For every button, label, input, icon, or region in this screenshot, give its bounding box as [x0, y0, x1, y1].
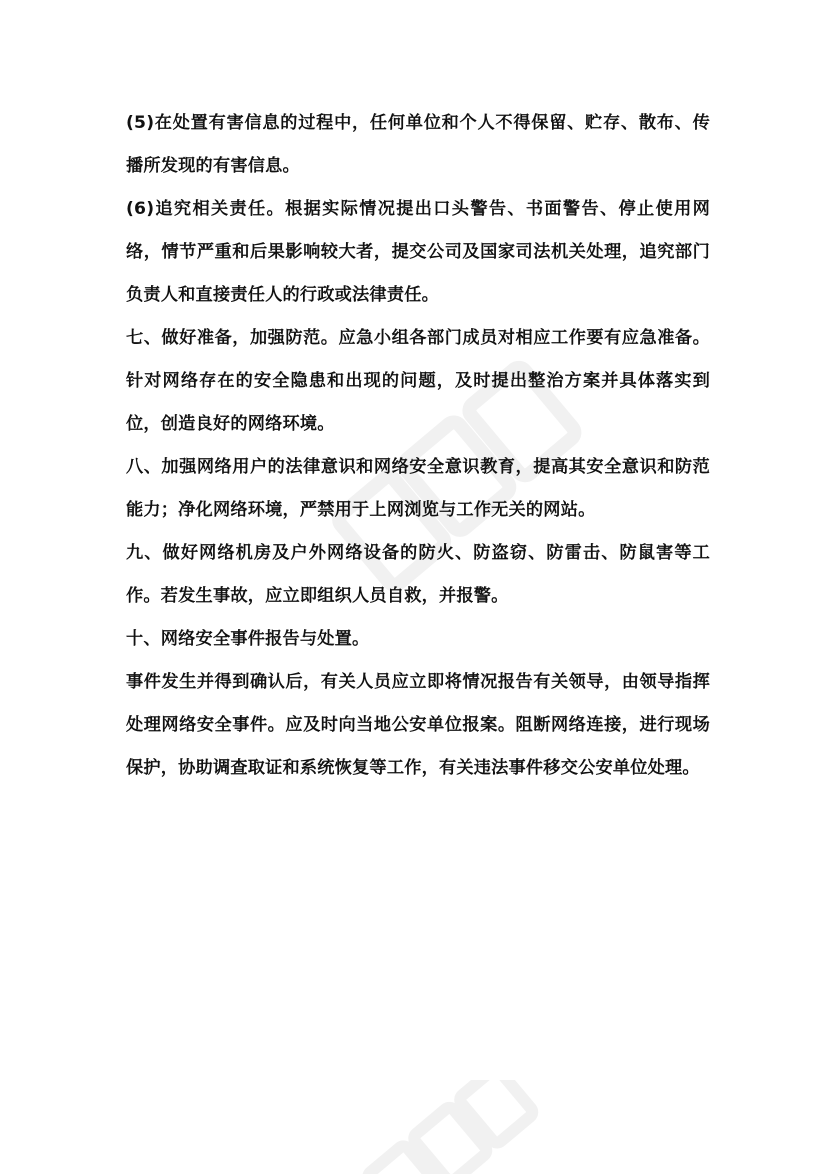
document-body: [126, 102, 710, 790]
paragraph-section-9-facility-protection: 九、做好网络机房及户外网络设备的防火、防盗窃、防雷击、防鼠害等工作。若发生事故，应立即组织人员自救，并报警。: [126, 543, 710, 606]
watermark-graphic-bottom: [340, 1080, 540, 1174]
paragraph-item-6-responsibility: (6)追究相关责任。根据实际情况提出口头警告、书面警告、停止使用网络，情节严重和后果影响较大者，提交公司及国家司法机关处理，追究部门负责人和直接责任人的行政或法律责任。: [126, 199, 710, 305]
paragraph-section-7-preparation: 七、做好准备，加强防范。应急小组各部门成员对相应工作要有应急准备。针对网络存在的安全隐患和出现的问题，及时提出整治方案并具体落实到位，创造良好的网络环境。: [126, 328, 710, 434]
paragraph-item-5-harmful-info: (5)在处置有害信息的过程中，任何单位和个人不得保留、贮存、散布、传播所发现的有害信息。: [126, 113, 710, 176]
paragraph-section-10-heading: 十、网络安全事件报告与处置。: [126, 629, 370, 649]
paragraph-section-10-body: 事件发生并得到确认后，有关人员应立即将情况报告有关领导，由领导指挥处理网络安全事件。应及时向当地公安单位报案。阻断网络连接，进行现场保护，协助调查取证和系统恢复等工作，有关违法事件移交公安单位处理。: [126, 672, 710, 778]
paragraph-section-8-awareness: 八、加强网络用户的法律意识和网络安全意识教育，提高其安全意识和防范能力；净化网络环境，严禁用于上网浏览与工作无关的网站。: [126, 457, 710, 520]
